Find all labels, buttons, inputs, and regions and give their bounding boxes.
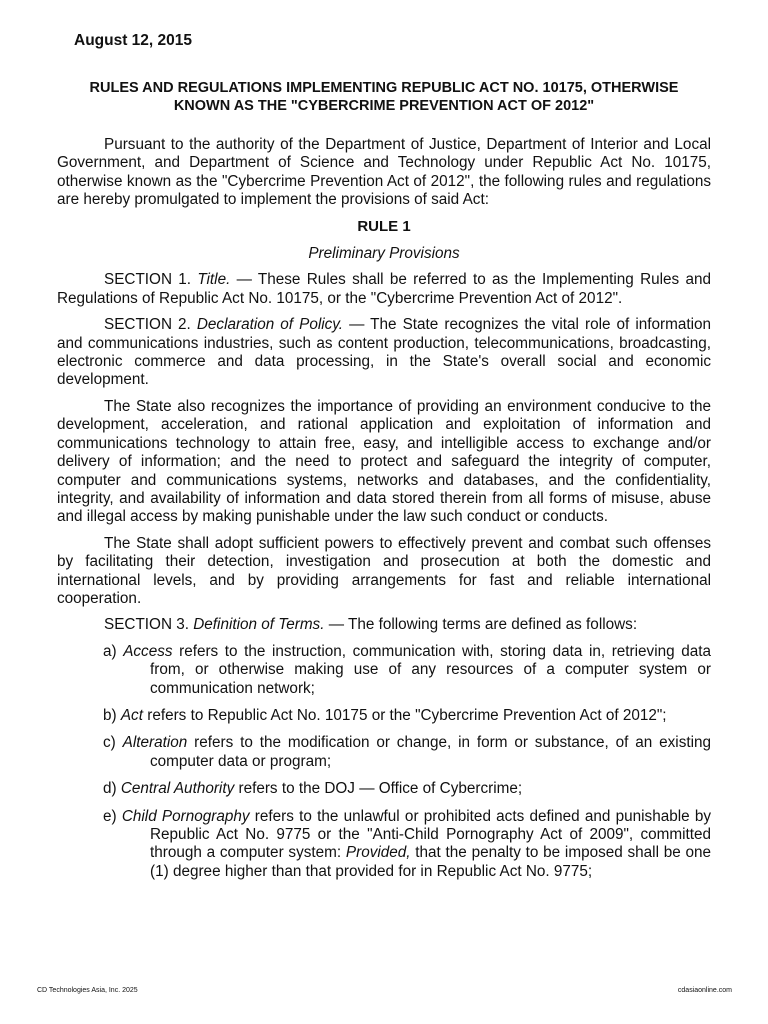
section-2: [57, 316, 711, 390]
term-c-letter: c): [103, 734, 116, 752]
document-title: [56, 79, 712, 115]
section-1: [57, 271, 711, 308]
term-a-text: refers to the instruction, communication with, storing data in, retrieving data from, or otherwise making use of any resources of a computer system or communication network;: [150, 642, 711, 697]
section-2-paragraph-3: The State shall adopt sufficient powers to effectively prevent and combat such offenses by facilitating their detection, investigation and prosecution at both the domestic and international levels, and by providing arrangements for fast and reliable international cooperation.: [57, 534, 711, 607]
section-3-text: — The following terms are defined as follows:: [328, 616, 638, 634]
term-e-letter: e): [103, 807, 117, 825]
term-d-name: Central Authority: [120, 780, 235, 798]
term-d-text: refers to the DOJ — Office of Cybercrime;: [238, 780, 523, 798]
term-c-name: Alteration: [122, 734, 188, 752]
term-e-name: Child Pornography: [121, 807, 250, 825]
rule-subtitle: Preliminary Provisions: [308, 245, 460, 263]
title-line-1: RULES AND REGULATIONS IMPLEMENTING REPUBLIC ACT NO. 10175, OTHERWISE: [89, 80, 679, 96]
rule-heading: RULE 1: [357, 217, 411, 235]
term-b-letter: b): [103, 706, 117, 724]
section-3-heading: Definition of Terms.: [193, 616, 325, 634]
section-1-heading: Title.: [197, 271, 231, 289]
term-b-text: refers to Republic Act No. 10175 or the "Cybercrime Prevention Act of 2012";: [147, 706, 667, 724]
document-body: [57, 136, 711, 890]
term-c: [57, 734, 711, 771]
section-3-label: SECTION 3.: [104, 616, 189, 634]
footer-copyright: CD Technologies Asia, Inc. 2025: [37, 987, 138, 994]
term-c-text: refers to the modification or change, in form or substance, of an existing computer data or program;: [150, 734, 712, 770]
section-3: [57, 616, 711, 634]
term-a-letter: a): [103, 642, 117, 660]
section-1-label: SECTION 1.: [104, 271, 192, 289]
term-d: [57, 780, 711, 798]
section-2-heading: Declaration of Policy.: [196, 316, 344, 334]
term-b-name: Act: [120, 706, 143, 724]
term-e-proviso: Provided,: [345, 844, 411, 862]
section-2-text: — The State recognizes the vital role of information and communications industries, such as content production, telecommunications, broadcasting, electronic commerce and data processing, in the State's overall social and economic development.: [57, 316, 712, 389]
term-e-text: refers to the unlawful or prohibited acts defined and punishable by Republic Act No. 9775 or the "Anti-Child Pornography Act of 2009", committed through a computer system:: [150, 807, 712, 862]
footer-website: cdasiaonline.com: [677, 987, 732, 994]
section-2-label: SECTION 2.: [104, 316, 191, 334]
term-a: [57, 643, 711, 698]
section-2-paragraph-2: The State also recognizes the importance of providing an environment conducive to the development, acceleration, and rational application and exploitation of information and communications technology to attain free, easy, and intelligible access to exchange and/or delivery of information; and the need to protect and safeguard the integrity of computer, computer and communications systems, networks and databases, and the confidentiality, integrity, and availability of information and data stored therein from all forms of misuse, abuse and illegal access by making punishable under the law such conduct or conducts.: [57, 397, 711, 526]
term-b: [57, 707, 711, 725]
title-line-2: KNOWN AS THE "CYBERCRIME PREVENTION ACT OF 2012": [173, 98, 595, 114]
document-date: August 12, 2015: [74, 32, 193, 49]
term-e-text-2: that the penalty to be imposed shall be one (1) degree higher than that provided for in Republic Act No. 9775;: [150, 844, 712, 880]
term-d-letter: d): [103, 780, 117, 798]
term-a-name: Access: [123, 642, 173, 660]
intro-paragraph: Pursuant to the authority of the Department of Justice, Department of Interior and Local Government, and Department of Science and Technology under Republic Act No. 10175, otherwise known as the "Cybercrime Prevention Act of 2012", the following rules and regulations are hereby promulgated to implement the provisions of said Act:: [57, 136, 711, 209]
term-e: [57, 808, 711, 882]
section-1-text: — These Rules shall be referred to as the Implementing Rules and Regulations of Republic Act No. 10175, or the "Cybercrime Prevention Act of 2012".: [57, 271, 711, 307]
